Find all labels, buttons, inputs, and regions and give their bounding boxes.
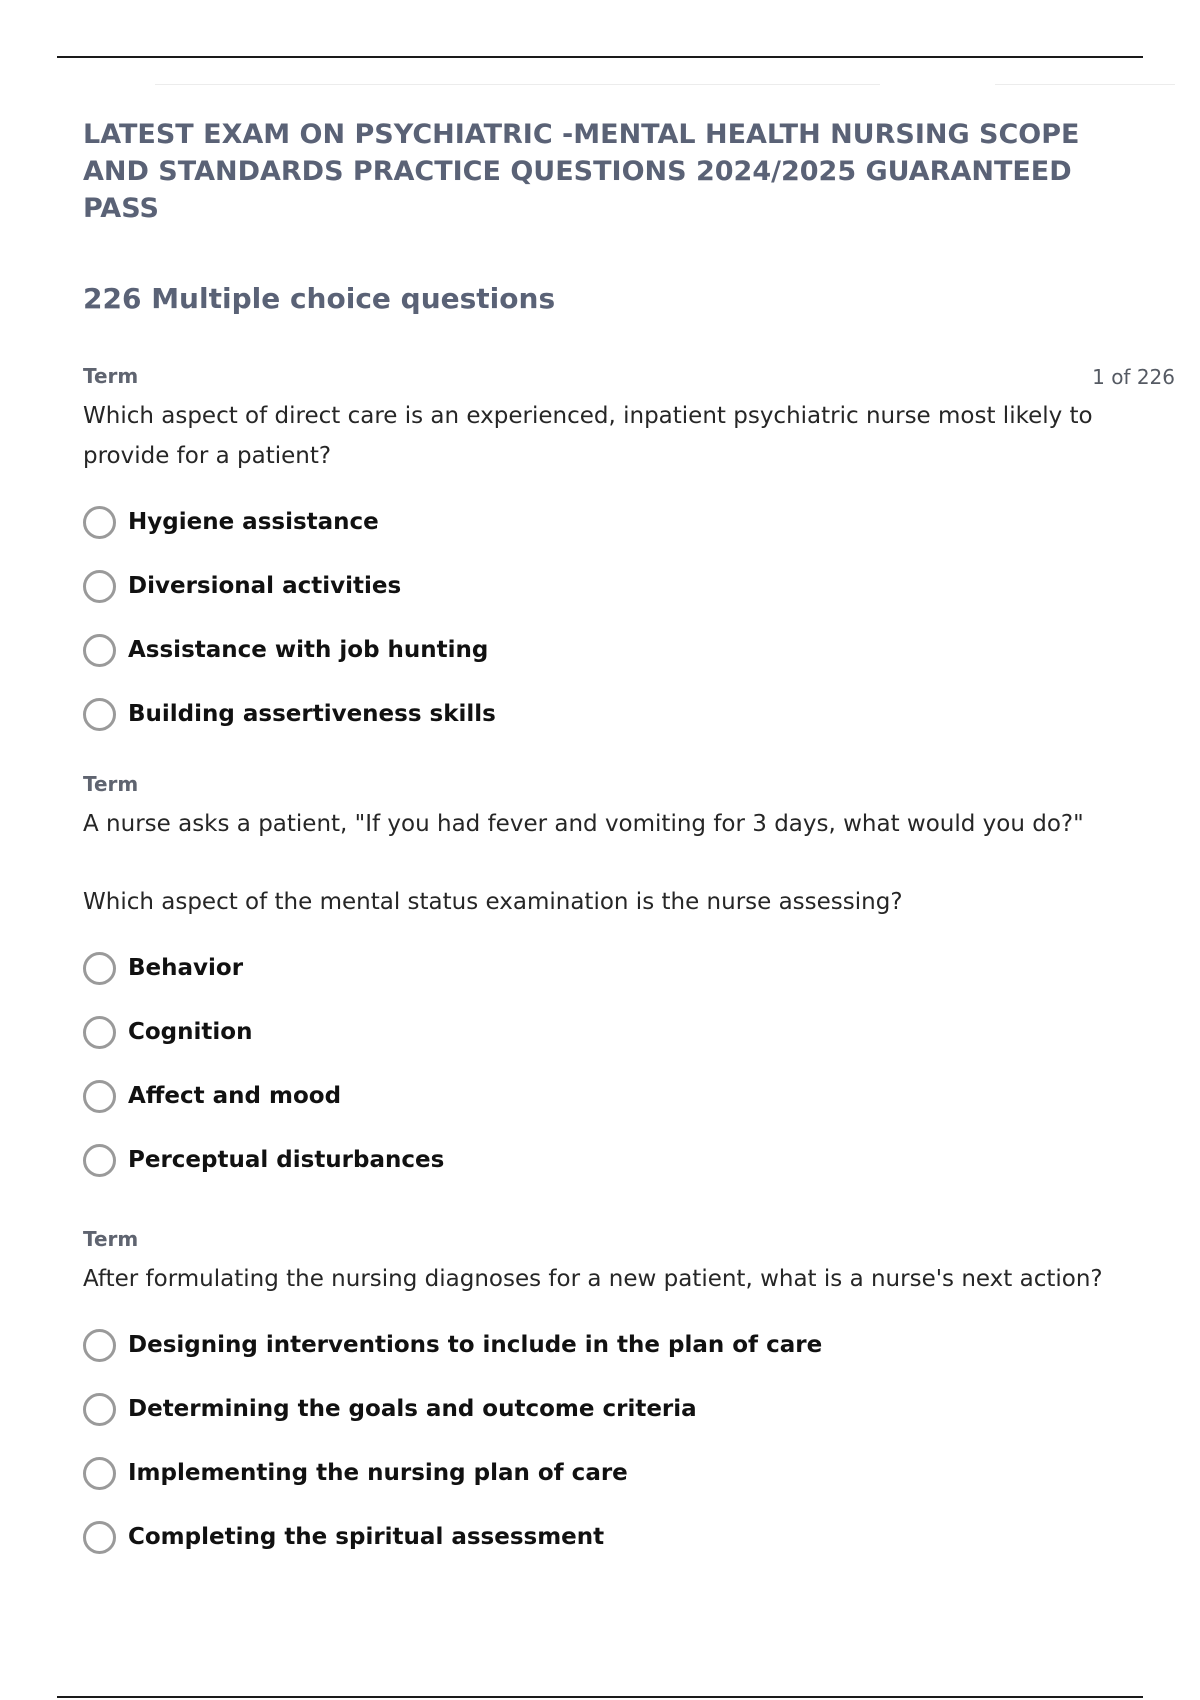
option-label: Cognition bbox=[128, 1019, 253, 1045]
top-rule bbox=[57, 56, 1143, 58]
answer-option[interactable] bbox=[83, 1064, 1143, 1128]
question-prompt bbox=[83, 396, 1143, 476]
radio-button[interactable] bbox=[83, 570, 116, 603]
radio-button[interactable] bbox=[83, 1080, 116, 1113]
radio-button[interactable] bbox=[83, 698, 116, 731]
prompt-line: After formulating the nursing diagnoses for a new patient, what is a nurse's next action? bbox=[83, 1266, 1103, 1292]
prompt-line: A nurse asks a patient, "If you had fever and vomiting for 3 days, what would you do?" bbox=[83, 811, 1084, 837]
radio-button[interactable] bbox=[83, 1521, 116, 1554]
prompt-line: Which aspect of the mental status examination is the nurse assessing? bbox=[83, 889, 903, 915]
answer-option[interactable] bbox=[83, 554, 1143, 618]
page-counter: 1 of 226 bbox=[1092, 365, 1175, 389]
term-label: Term bbox=[83, 1227, 139, 1251]
question-card bbox=[83, 770, 1143, 1192]
radio-button[interactable] bbox=[83, 634, 116, 667]
option-label: Affect and mood bbox=[128, 1083, 342, 1109]
option-label: Perceptual disturbances bbox=[128, 1147, 445, 1173]
term-label: Term bbox=[83, 364, 139, 388]
radio-button[interactable] bbox=[83, 1457, 116, 1490]
answer-option[interactable] bbox=[83, 1313, 1143, 1377]
option-label: Determining the goals and outcome criteria bbox=[128, 1396, 697, 1422]
radio-button[interactable] bbox=[83, 952, 116, 985]
bottom-rule bbox=[57, 1696, 1143, 1698]
radio-button[interactable] bbox=[83, 1144, 116, 1177]
faint-rule bbox=[995, 84, 1175, 85]
answer-options bbox=[83, 936, 1143, 1192]
option-label: Implementing the nursing plan of care bbox=[128, 1460, 628, 1486]
answer-option[interactable] bbox=[83, 618, 1143, 682]
radio-button[interactable] bbox=[83, 506, 116, 539]
document-title: LATEST EXAM ON PSYCHIATRIC -MENTAL HEALTH NURSING SCOPE AND STANDARDS PRACTICE QUESTIONS 2024/2025 GUARANTEED PASS bbox=[83, 119, 1080, 224]
answer-option[interactable] bbox=[83, 682, 1143, 746]
answer-option[interactable] bbox=[83, 1377, 1143, 1441]
answer-option[interactable] bbox=[83, 1128, 1143, 1192]
question-card bbox=[83, 362, 1143, 746]
option-label: Diversional activities bbox=[128, 573, 402, 599]
option-label: Hygiene assistance bbox=[128, 509, 379, 535]
answer-option[interactable] bbox=[83, 490, 1143, 554]
option-label: Designing interventions to include in the plan of care bbox=[128, 1332, 823, 1358]
answer-option[interactable] bbox=[83, 936, 1143, 1000]
answer-option[interactable] bbox=[83, 1000, 1143, 1064]
prompt-line: Which aspect of direct care is an experienced, inpatient psychiatric nurse most likely to provide for a patient? bbox=[83, 403, 1093, 469]
option-label: Building assertiveness skills bbox=[128, 701, 496, 727]
answer-options bbox=[83, 490, 1143, 746]
answer-option[interactable] bbox=[83, 1441, 1143, 1505]
question-count-heading: 226 Multiple choice questions bbox=[83, 282, 556, 315]
option-label: Assistance with job hunting bbox=[128, 637, 489, 663]
answer-option[interactable] bbox=[83, 1505, 1143, 1569]
term-label: Term bbox=[83, 772, 139, 796]
faint-rule bbox=[155, 84, 880, 85]
answer-options bbox=[83, 1313, 1143, 1569]
radio-button[interactable] bbox=[83, 1393, 116, 1426]
option-label: Behavior bbox=[128, 955, 244, 981]
option-label: Completing the spiritual assessment bbox=[128, 1524, 605, 1550]
radio-button[interactable] bbox=[83, 1016, 116, 1049]
question-prompt bbox=[83, 804, 1143, 922]
question-card bbox=[83, 1225, 1143, 1569]
question-prompt bbox=[83, 1259, 1143, 1299]
radio-button[interactable] bbox=[83, 1329, 116, 1362]
